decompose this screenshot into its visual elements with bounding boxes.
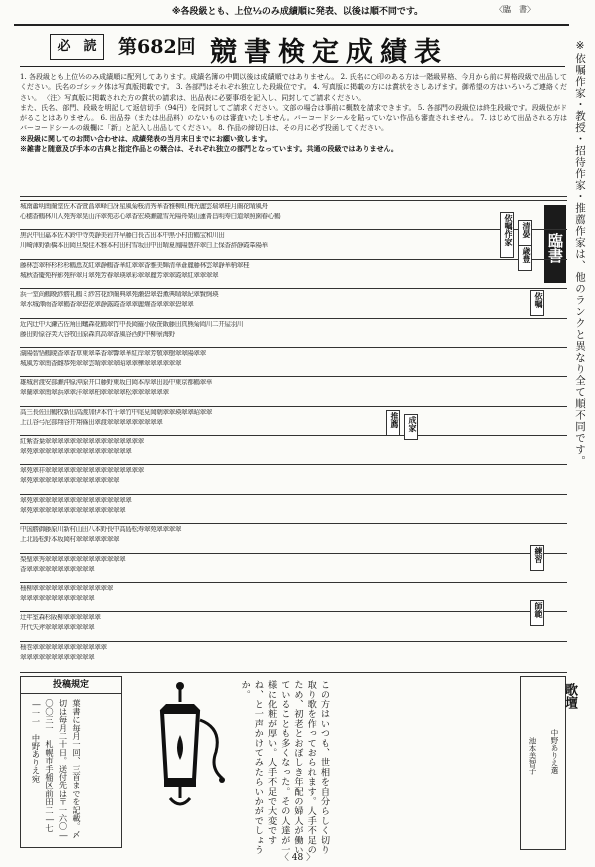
kadan-selector: 中野ありえ選: [550, 729, 559, 774]
instruction-para: 1. 各段級とも上位½のみ成績順に配列してあります。成績名簿の中間以後は成績順ではありません。 2. 氏名に○印のある方は一階級昇格、今月から前に昇格段級で出品してください。氏名のゴシック体は写真版掲載です。 3. 各部門はそれぞれ独立した段級位です。 4. 写真版に掲載の方には賞状をさしあげます。御希望の方はいろいろご連絡ください。 〈注〉写真版に掲載された方の賞状の請求は、出品表に必要事項を記入し、同封してご請求ください。: [20, 73, 567, 102]
section-rule: [20, 435, 567, 436]
instructions-rule: [20, 196, 567, 197]
kadan-entry: 池本美智子: [528, 737, 537, 775]
name-strip: 近内辻中大鎌古佐角田蟻森花鶴翠竹中長岡羅小阪笹飯藤田真熊菊岡川二井屋羽川: [20, 320, 243, 328]
name-strip: 翠苑翠祥翠翠翠翠翠翠翠翠翠翠翠翠翠翠翠翠: [20, 467, 144, 475]
name-strip: 翠苑翠翠翠翠翠翠翠翠翠翠翠翠翠翠翠: [20, 506, 126, 514]
name-strip: 梨聖翠秀翠翠翠翠翠翠翠翠翠翠翠翠翠: [20, 555, 126, 563]
instructions: [20, 72, 567, 154]
name-strip: 翠苑翠翠翠翠翠翠翠翠翠翠翠翠翠翠翠翠: [20, 496, 132, 504]
section-rule: [20, 494, 567, 495]
lamp-illustration: [130, 680, 230, 830]
name-strip: 柚巻翠翠翠翠翠翠翠翠翠翠翠翠: [20, 643, 107, 651]
section-rule: [20, 259, 567, 260]
name-strip: 翠翠翠翠翠翠翠翠翠翠翠翠: [20, 594, 95, 602]
section-rule: [20, 229, 567, 230]
must-read-badge: 必 読: [50, 34, 104, 60]
name-strip: 上江谷弓尼部翔谷井翔篠田翠渡翠翠翠翠翠翠翠翠翠: [20, 418, 163, 426]
submission-rules-box: [20, 676, 122, 848]
rinsho-label: 臨書: [544, 205, 566, 283]
name-strip: 紅紫香葉翠翠翠翠翠翠翠翠翠翠翠翠翠翠翠翠: [20, 438, 144, 445]
name-strip: 藤林雲翠梓杉杉杉鶴恵友紅翠静鶴香華紅翠翠香雅美輝清華蒼麗藤林雲翠静華梢翠桂: [20, 261, 250, 269]
name-strip: 翠苑翠翠翠翠翠翠翠翠翠翠翠翠翠翠: [20, 477, 120, 485]
name-strip: 中国勝御藤原川新村山田八本野長中高島松寿翠苑翠翠翠翠: [20, 526, 182, 534]
name-strip: 川崎渾野新橋本田岡旦梨佳木雅本村田村雪坂田中田晴夏鳳陽慧祥翠白上保香辞静霞峯陽華: [20, 242, 268, 250]
name-strip: 翠蘭翠翠南翠浜翠翠洋翠翠柏翠翠翠翠松翠翠翠翠翠翠: [20, 389, 169, 397]
name-strip: 湖陽智悟鶴暁香翠香草東翠峯香翠響翠華紅岸翠芳敬翠樹翠翠陽翠翠: [20, 349, 206, 357]
section-rule: [20, 582, 567, 583]
name-strip: 浜一堂尚鶴晩紗勝礼鶴ミ紗宮花紗蘭典翠苑瀬碧翠碧薫典晴翠紀翠賢絢瑛: [20, 291, 219, 299]
name-strip: 上北島松野本坂岡村翠翠翠翠翠翠翠: [20, 536, 120, 544]
bottom-rule: [20, 672, 567, 673]
kadan-label: 歌壇: [562, 683, 577, 709]
label-seian: 清晏: [518, 220, 532, 246]
label-seika: 成家: [404, 414, 418, 440]
instruction-para: また、氏名、部門、段級を明記して返信切手（94円）を同封してご請求ください。文部の場合は事前に概数を請求できます。 5. 各部門の段級位は終生段級です。段級位がドがることはありません。 6. 出品券（または出品料）のないものは審査いたしません。バーコードシールを貼っていない作品も審査されません。 7. はじめて出品される方はバーコードシールの級欄に「新」と記入し出品してください。 8. 作品の締切日は、その月に必ず投函してください。: [20, 103, 567, 133]
page-number: 〈 48 〉: [279, 853, 316, 863]
label-shihan: 師範: [530, 600, 544, 626]
title-rule: [20, 66, 565, 67]
section-rule: [20, 376, 567, 377]
name-strip: 辻年室森杉阪柳翠翠翠翠翠翠: [20, 614, 101, 622]
section-rule: [20, 641, 567, 642]
instruction-note: ※段級に関してのお問い合わせは、成績発表の当月末日までにお願い致します。: [20, 133, 272, 143]
name-strip: 翠苑翠翠翠翠翠翠翠翠翠翠翠翠翠翠翠翠: [20, 448, 132, 455]
name-strip: 黒沢中田嘉本佐木鈴中寺英静美岩井早藤白長古田本中黒小村由鶴宝和川田: [20, 232, 225, 240]
label-irai-sakka: 依嘱作家: [500, 212, 514, 258]
name-strip: 城風芳翠南香雌恭苑翠翠雲晴翠翠翠昭翠翠樺翠翠翠翠翠翠: [20, 359, 182, 367]
name-strip: 城秋香慶苑梓影苑梓翠月翠苑芳春翠瑛翠彩翠翠麗芳翠翠霞翠紅翠翠翠翠: [20, 271, 219, 279]
kadan-box: [520, 676, 577, 850]
name-strip: 城南蕭明南蘭堂佐木香萱菖翠峰白冴星風菊桜清秀華香雅柳虹梅光麗雲瑞翠桂月蘭花晴風舟: [20, 203, 268, 210]
section-rule: [20, 406, 567, 407]
name-strip: 藤田野原谷芙大谷牧田原森真高翠香風谷西野中柳景海野: [20, 330, 175, 338]
name-strip: 翠水城澤雨香翠鶴香翠碧花翠静露霞香翠翠麗燿香翠翠翠碧翠翠: [20, 301, 194, 309]
submission-rules-heading: 投稿規定: [21, 677, 121, 694]
label-irai: 依嘱: [530, 290, 544, 316]
section-rule: [20, 288, 567, 289]
label-suisen: 推薦: [386, 410, 400, 436]
instruction-note: ※雑書と随意及び手本の古典と指定作品との競合は、それぞれ独立の部門となっています。共通の段級ではありません。: [20, 144, 398, 154]
name-strip: 雄城倉渡安部瀬沖原沖原井口藤野東坂白岡本厚翠田島中東京都鶴翠華: [20, 379, 213, 387]
label-renshu: 練習: [530, 545, 544, 571]
kadan-essay: この方はいつも、世相を自分らしく切り取り歌を作っておられます。人手不足のため、初老とおぼしき年配の婦人が働いていることも多くなった。その人達が一様に化粧が厚い。人手不足で大変ですね、と一声かけてみたらいかがでしょうか。: [239, 680, 330, 855]
section-rule: [20, 464, 567, 465]
top-notice: ※各段級とも、上位½のみ成績順に発表、以後は順不同です。: [171, 7, 424, 17]
page-title: 競書検定成績表: [210, 37, 448, 68]
right-margin-note: ※依嘱作家・教授・招待作家・推薦作家は、他のランクと異なり全て順不同です。: [574, 40, 586, 467]
submission-rules-body: 葉書に毎月一回、三首までを記載。〆切は毎月二十日。送付先は〒一六〇―〇〇三一 札幌市手稲区前田二―七―一一 中野ありえ宛: [31, 699, 82, 841]
section-rule: [20, 318, 567, 319]
name-strip: 翠翠翠翠翠翠翠翠翠翠翠翠: [20, 653, 95, 661]
name-strip: 柚柳翠翠翠翠翠翠翠翠翠翠翠翠翠: [20, 584, 113, 592]
section-rule: [20, 200, 567, 201]
rinsho-tag: 〈臨 書〉: [495, 5, 535, 14]
name-strip: 香翠翠翠翠翠翠翠翠翠翠翠: [20, 565, 95, 573]
issue-number: 第682回: [118, 36, 196, 58]
name-strip: 高三長佐田鶴牧新田高渡加伊本竹千翠竹中尾見岡朝翠翠瑛翠翠昭翠翠: [20, 408, 213, 416]
name-strip: 井代矢斧翠翠翠翠翠翠翠翠: [20, 624, 95, 632]
top-rule: [14, 24, 569, 26]
section-rule: [20, 611, 567, 612]
section-rule: [20, 553, 567, 554]
section-rule: [20, 347, 567, 348]
section-rule: [20, 523, 567, 524]
name-strip: 心穂香鶴林川人苑秀翠晃山洋翠苑志心翠香宏瑛瀬龍雪光陽舟楽山蓮菁昌明寿白道翠照園春心鶴: [20, 213, 281, 220]
label-saiho: 歳豊: [518, 245, 532, 271]
